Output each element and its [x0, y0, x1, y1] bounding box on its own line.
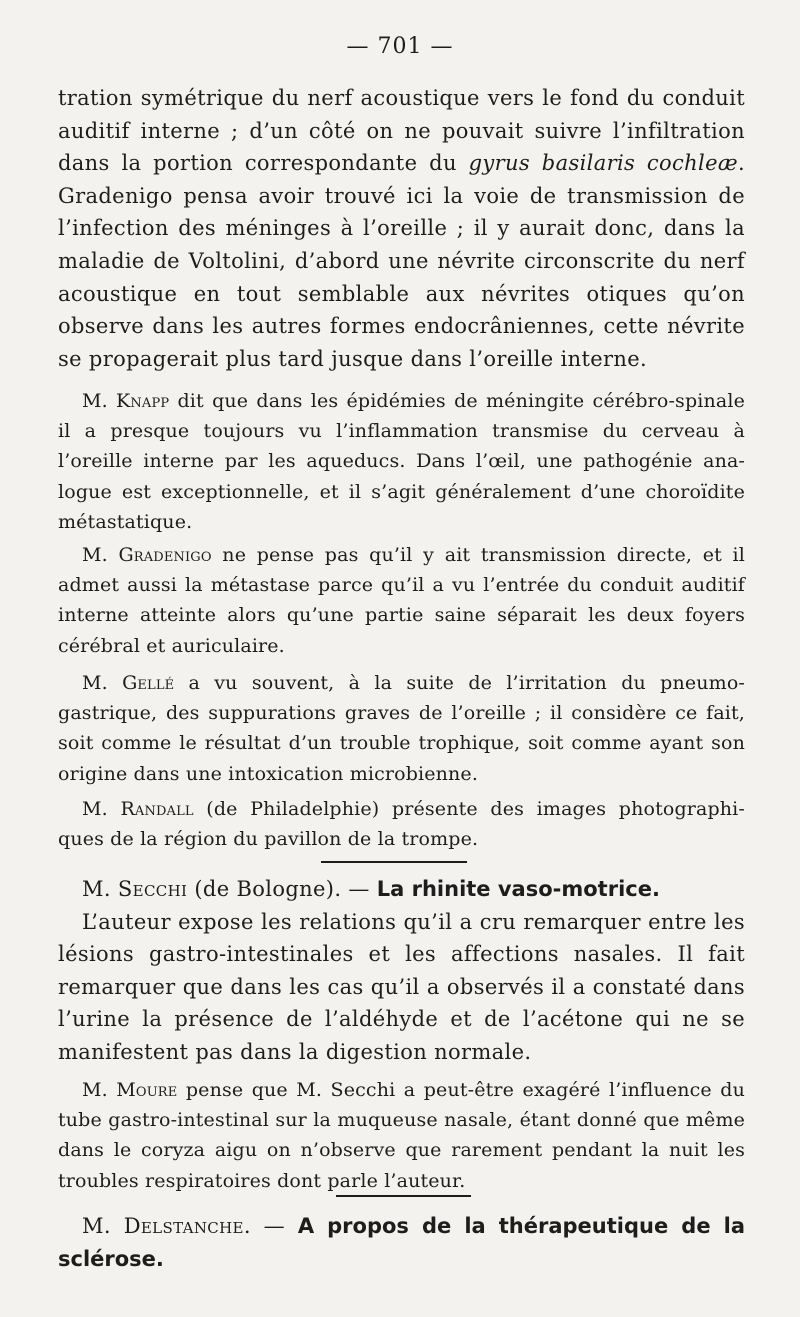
section-heading — [58, 873, 745, 906]
speaker-prefix: M. — [82, 1214, 111, 1238]
paragraph-moure — [58, 1075, 745, 1196]
speaker-name: Gradenigo — [118, 544, 212, 566]
speaker-name: Moure — [116, 1079, 178, 1101]
heading-separator: . — — [243, 1214, 298, 1238]
speaker-name: Gellé — [122, 672, 175, 694]
paragraph-text: pense que M. Secchi a peut-être exagéré l’influence du tube gastro-intestinal sur la muqueuse nasale, étant donné que même dans le coryza aigu on n’observe que rarement pendant la nuit les troubles respiratoires dont parle l’auteur. — [58, 1079, 745, 1192]
speaker-name: Delstanche — [123, 1214, 244, 1238]
speaker-prefix: M. — [82, 544, 108, 566]
paragraph-text: . Gradenigo pensa avoir trouvé ici la voie de transmission de l’infection des méninges à l’oreille ; il y aurait donc, dans la maladie de Voltolini, d’abord une névrite circonscrite du nerf acoustique en tout semblable aux névrites otiques qu’on observe dans les autres formes endocrâniennes, cette névrite se propagerait plus tard jusque dans l’oreille interne. — [58, 151, 745, 371]
paragraph-gelle — [58, 668, 745, 789]
section-heading-delstanche — [58, 1210, 745, 1275]
speaker-prefix: M. — [82, 877, 111, 901]
speaker-prefix: M. — [82, 798, 108, 820]
paragraph-text: ne pense pas qu’il y ait transmission directe, et il admet aussi la métastase parce qu’il a vu l’entrée du conduit auditif interne atteinte alors qu’une partie saine séparait les deux foyers cérébral et auriculaire. — [58, 544, 745, 657]
paragraph-gradenigo — [58, 540, 745, 661]
paragraph-randall — [58, 794, 745, 854]
section-title: A propos de la thérapeutique de la sclérose. — [58, 1214, 745, 1271]
section-secchi — [58, 873, 745, 1069]
paragraph-text: tration symétrique du nerf acoustique vers le fond du conduit auditif interne ; d’un côté on ne pouvait suivre l’infiltration dans la portion correspondante du — [58, 86, 745, 176]
speaker-prefix: M. — [82, 390, 108, 412]
paragraph-knapp — [58, 386, 745, 537]
section-title: La rhinite vaso-motrice. — [376, 877, 660, 901]
paragraph-text: a vu souvent, à la suite de l’irritation du pneumo-gastrique, des suppurations graves de l’oreille ; il considère ce fait, soit comme le résultat d’un trouble trophique, soit comme ayant son origine dans une intoxication microbienne. — [58, 672, 745, 785]
page-number: — 701 — — [346, 34, 454, 59]
anatomical-term: gyrus basilaris cochleæ — [468, 151, 738, 176]
paragraph-text: dit que dans les épidémies de méningite cérébro-spinale il a presque toujours vu l’inflammation transmise du cerveau à l’oreille interne par les aqueducs. Dans l’œil, une pathogénie ana-logue est exceptionnelle, et il s’agit généralement d’une choroïdite métastatique. — [58, 390, 745, 533]
speaker-name: Randall — [120, 798, 194, 820]
paragraph-text: (de Philadelphie) présente des images photographi-ques de la région du pavillon de la trompe. — [58, 798, 745, 851]
paragraph-gradenigo-continuation — [58, 82, 745, 375]
speaker-prefix: M. — [82, 672, 108, 694]
speaker-name: Knapp — [116, 390, 170, 412]
speaker-prefix: M. — [82, 1079, 108, 1101]
section-divider — [321, 861, 467, 863]
paragraph-secchi: L’auteur expose les relations qu’il a cru remarquer entre les lésions gastro-intestinales et les affections nasales. Il fait remarquer que dans les cas qu’il a observés il a constaté dans l’urine la présence de l’aldéhyde et de l’acétone qui ne se manifestent pas dans la digestion normale. — [58, 909, 745, 1064]
speaker-place: (de Bologne). — — [187, 877, 377, 901]
section-divider — [336, 1195, 471, 1197]
speaker-name: Secchi — [117, 877, 188, 901]
